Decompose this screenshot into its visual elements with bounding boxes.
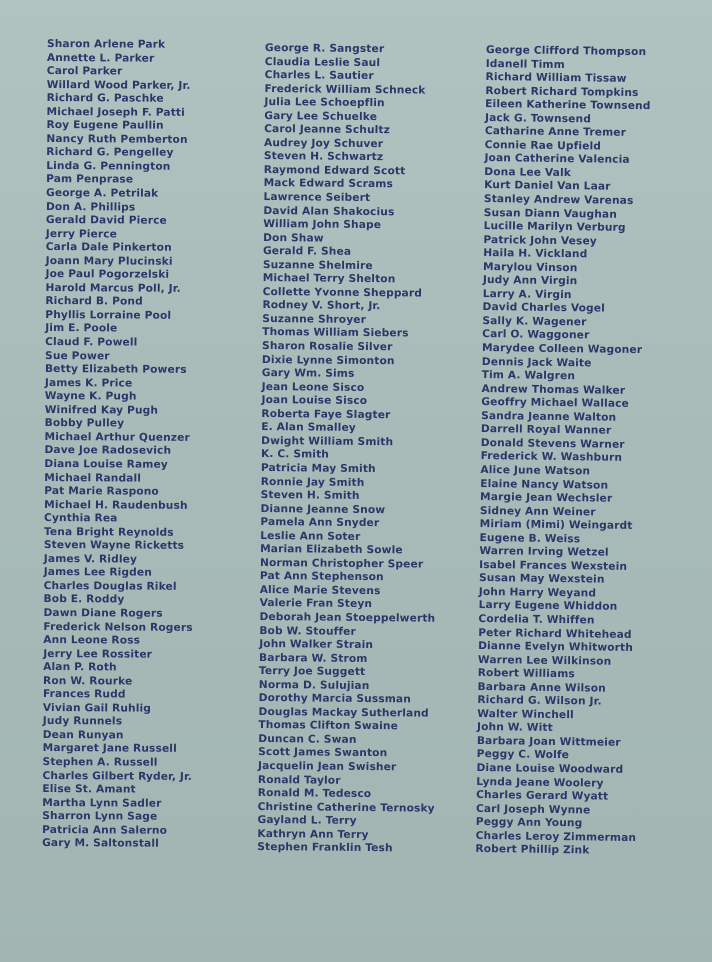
name-entry: Pat Marie Raspono	[44, 485, 159, 498]
name-entry: Thomas William Siebers	[262, 326, 409, 340]
name-entry: K. C. Smith	[260, 448, 330, 462]
name-entry: George R. Sangster	[264, 42, 385, 56]
name-entry: Joan Catherine Valencia	[484, 152, 630, 167]
name-entry: Diana Louise Ramey	[44, 457, 168, 471]
name-entry: Charles L. Sautier	[264, 69, 374, 83]
name-entry: Peggy Ann Young	[475, 816, 583, 830]
name-entry: Bobby Pulley	[44, 417, 125, 430]
name-entry: E. Alan Smalley	[261, 421, 356, 435]
name-entry: Connie Rae Upfield	[484, 138, 602, 153]
name-entry: Julia Lee Schoepflin	[264, 96, 385, 110]
name-entry: Don A. Phillips	[45, 200, 136, 214]
name-entry: Idanell Timm	[485, 57, 565, 71]
name-entry: Ronald Taylor	[257, 773, 341, 787]
name-entry: Barbara Joan Wittmeier	[476, 734, 621, 749]
name-entry: Frances Rudd	[42, 688, 126, 701]
name-entry: Douglas Mackay Sutherland	[258, 705, 429, 720]
name-entry: John Walker Strain	[259, 638, 374, 652]
name-entry: Ron W. Rourke	[43, 674, 133, 688]
name-entry: Terry Joe Suggett	[258, 665, 366, 679]
name-entry: Sandra Jeanne Walton	[481, 409, 617, 424]
name-entry: Susan May Wexstein	[478, 572, 605, 586]
name-entry: Richard William Tissaw	[485, 71, 627, 85]
name-entry: Pat Ann Stephenson	[259, 570, 384, 584]
name-entry: Dona Lee Valk	[484, 165, 572, 180]
name-entry: Judy Runnels	[42, 715, 123, 728]
name-entry: Sue Power	[45, 349, 110, 362]
name-entry: Ann Leone Ross	[43, 634, 141, 647]
name-entry: Leslie Ann Soter	[260, 529, 361, 543]
name-entry: Charles Gilbert Ryder, Jr.	[42, 769, 193, 783]
name-entry: Charles Leroy Zimmerman	[475, 829, 637, 844]
name-entry: Eugene B. Weiss	[479, 531, 581, 545]
name-entry: Michael Joseph F. Patti	[46, 105, 185, 119]
name-entry: Judy Ann Virgin	[482, 274, 578, 288]
name-entry: Don Shaw	[263, 231, 324, 245]
name-entry: Robert Phillip Zink	[475, 843, 590, 857]
name-entry: Roberta Faye Slagter	[261, 407, 391, 421]
name-entry: Barbara W. Strom	[259, 651, 368, 665]
name-entry: Scott James Swanton	[258, 746, 388, 760]
name-entry: Dean Runyan	[42, 728, 124, 742]
name-entry: Patricia May Smith	[260, 461, 376, 476]
name-entry: Patrick John Vesey	[483, 233, 597, 248]
name-entry: Steven Wayne Ricketts	[43, 539, 185, 553]
name-entry: James Lee Rigden	[43, 566, 152, 579]
name-entry: Christine Catherine Ternosky	[257, 800, 435, 815]
name-entry: Gary Wm. Sims	[261, 367, 355, 380]
name-entry: Linda G. Pennington	[46, 159, 171, 173]
name-entry: Stanley Andrew Varenas	[483, 193, 634, 207]
name-entry: Sharron Lynn Sage	[42, 810, 158, 823]
name-entry: Dennis Jack Waite	[481, 355, 592, 369]
name-entry: Barbara Anne Wilson	[477, 680, 606, 695]
name-entry: Catharine Anne Tremer	[484, 125, 627, 140]
name-entry: Cordelia T. Whiffen	[478, 612, 595, 627]
name-entry: Patricia Ann Salerno	[42, 823, 168, 837]
name-entry: Sally K. Wagener	[482, 314, 587, 329]
name-entry: Betty Elizabeth Powers	[44, 363, 187, 376]
name-entry: Mack Edward Scrams	[263, 177, 393, 191]
name-entry: Suzanne Shroyer	[262, 312, 367, 326]
name-entry: Bob W. Stouffer	[259, 624, 356, 638]
name-entry: Michael Randall	[44, 471, 142, 485]
name-entry: Raymond Edward Scott	[263, 163, 406, 178]
name-entry: Richard G. Wilson Jr.	[477, 694, 602, 708]
name-entry: David Charles Vogel	[482, 301, 606, 315]
name-entry: James K. Price	[44, 376, 133, 390]
name-entry: Margaret Jane Russell	[42, 742, 177, 756]
name-entry: Collette Yvonne Sheppard	[262, 285, 423, 300]
name-entry: Tena Bright Reynolds	[43, 525, 174, 539]
name-entry: Roy Eugene Paullin	[46, 119, 164, 132]
name-entry: Michael Terry Shelton	[262, 272, 396, 286]
name-entry: Nancy Ruth Pemberton	[46, 132, 188, 146]
name-entry: Peter Richard Whitehead	[478, 626, 632, 641]
name-entry: Marydee Colleen Wagoner	[481, 342, 643, 357]
name-entry: James V. Ridley	[43, 552, 138, 566]
name-entry: Frederick Nelson Rogers	[43, 620, 193, 634]
name-entry: Marylou Vinson	[483, 260, 578, 274]
name-entry: Marian Elizabeth Sowle	[260, 543, 403, 557]
name-entry: George Clifford Thompson	[485, 44, 647, 59]
name-entry: Susan Diann Vaughan	[483, 206, 618, 221]
name-entry: Frederick William Schneck	[264, 82, 426, 97]
name-entry: Joe Paul Pogorzelski	[45, 268, 170, 282]
name-entry: Richard B. Pond	[45, 295, 143, 308]
name-entry: George A. Petrilak	[46, 187, 159, 200]
name-entry: Warren Lee Wilkinson	[477, 653, 612, 668]
name-entry: Pam Penprase	[46, 173, 134, 186]
name-entry: Warren Irving Wetzel	[479, 545, 609, 559]
name-entry: Norman Christopher Speer	[259, 556, 424, 571]
name-entry: David Alan Shakocius	[263, 204, 395, 218]
name-entry: Lucille Marilyn Verburg	[483, 220, 626, 234]
name-entry: Miriam (Mimi) Weingardt	[479, 518, 633, 533]
name-entry: Walter Winchell	[477, 707, 574, 722]
name-column-2	[257, 42, 442, 856]
name-entry: Andrew Thomas Walker	[481, 382, 626, 397]
name-entry: Gerald F. Shea	[262, 245, 352, 259]
name-entry: Robert Williams	[477, 667, 575, 681]
name-entry: Sidney Ann Weiner	[479, 504, 596, 519]
name-entry: Gayland L. Terry	[257, 814, 357, 828]
name-entry: Elise St. Amant	[42, 783, 136, 796]
name-entry: Kurt Daniel Van Laar	[484, 179, 611, 194]
name-entry: Norma D. Sulujian	[258, 678, 370, 692]
name-entry: Carl O. Waggoner	[482, 328, 590, 342]
name-entry: Carla Dale Pinkerton	[45, 241, 172, 254]
name-entry: Willard Wood Parker, Jr.	[46, 78, 191, 92]
name-entry: Pamela Ann Snyder	[260, 516, 380, 530]
name-entry: Lawrence Seibert	[263, 191, 371, 205]
name-entry: Sharon Arlene Park	[46, 38, 166, 51]
name-entry: Charles Douglas Rikel	[43, 579, 177, 593]
name-entry: Alice June Watson	[480, 463, 591, 478]
name-entry: Claud F. Powell	[45, 336, 138, 349]
name-entry: Jim E. Poole	[45, 322, 118, 335]
name-column-1	[42, 38, 196, 852]
name-entry: Carol Parker	[46, 65, 123, 78]
name-entry: Frederick W. Washburn	[480, 450, 623, 465]
name-entry: Jerry Lee Rossiter	[43, 647, 153, 661]
name-entry: Ronald M. Tedesco	[257, 787, 372, 801]
name-entry: Cynthia Rea	[44, 512, 118, 525]
name-entry: Larry Eugene Whiddon	[478, 599, 618, 614]
name-entry: Dawn Diane Rogers	[43, 606, 163, 620]
name-column-3	[475, 44, 651, 859]
name-entry: Alice Marie Stevens	[259, 583, 381, 598]
name-entry: Gary M. Saltonstall	[42, 837, 159, 850]
name-entry: Dave Joe Radosevich	[44, 444, 172, 458]
name-entry: Donald Stevens Warner	[480, 436, 625, 451]
name-entry: Jean Leone Sisco	[261, 380, 365, 394]
name-entry: Deborah Jean Stoeppelwerth	[259, 610, 436, 625]
name-entry: Michael Arthur Quenzer	[44, 430, 190, 444]
name-entry: Stephen A. Russell	[42, 755, 158, 769]
name-entry: Steven H. Smith	[260, 489, 360, 502]
name-entry: Annette L. Parker	[46, 51, 155, 65]
name-entry: John Harry Weyand	[478, 585, 597, 600]
name-entry: Margie Jean Wechsler	[479, 491, 613, 505]
name-entry: Dianne Evelyn Whitworth	[478, 640, 634, 655]
name-entry: Harold Marcus Poll, Jr.	[45, 281, 181, 295]
name-entry: Charles Gerard Wyatt	[476, 789, 609, 803]
name-entry: Claudia Leslie Saul	[264, 55, 381, 69]
name-entry: Bob E. Roddy	[43, 593, 125, 606]
name-entry: Wayne K. Pugh	[44, 390, 137, 403]
name-entry: Isabel Frances Wexstein	[479, 558, 628, 573]
name-entry: Suzanne Shelmire	[262, 258, 373, 272]
name-entry: Valerie Fran Steyn	[259, 597, 373, 611]
name-entry: Diane Louise Woodward	[476, 761, 624, 776]
name-entry: Martha Lynn Sadler	[42, 796, 162, 810]
name-entry: Joann Mary Plucinski	[45, 254, 173, 268]
name-entry: Gary Lee Schuelke	[264, 109, 378, 123]
name-entry: Elaine Nancy Watson	[480, 477, 609, 492]
name-entry: Dixie Lynne Simonton	[261, 353, 395, 367]
name-entry: Joan Louise Sisco	[261, 394, 368, 408]
name-entry: Richard G. Pengelley	[46, 146, 174, 160]
name-entry: Duncan C. Swan	[258, 732, 357, 746]
name-entry: Peggy C. Wolfe	[476, 748, 570, 762]
name-entry: Darrell Royal Wanner	[480, 423, 612, 437]
name-entry: Phyllis Lorraine Pool	[45, 308, 172, 322]
name-entry: Michael H. Raudenbush	[44, 498, 188, 512]
name-entry: Kathryn Ann Terry	[257, 827, 369, 841]
name-entry: Dorothy Marcia Sussman	[258, 692, 412, 706]
name-entry: Jack G. Townsend	[484, 111, 592, 126]
name-entry: Dianne Jeanne Snow	[260, 502, 386, 516]
name-entry: Gerald David Pierce	[45, 214, 167, 227]
name-entry: Richard G. Paschke	[46, 92, 164, 105]
name-entry: Tim A. Walgren	[481, 369, 576, 383]
name-entry: William John Shape	[263, 218, 382, 232]
name-entry: Jerry Pierce	[45, 227, 118, 241]
name-entry: Sharon Rosalie Silver	[262, 340, 393, 354]
name-entry: Haila H. Vickland	[483, 247, 588, 261]
name-entry: Thomas Clifton Swaine	[258, 719, 399, 733]
name-entry: Alan P. Roth	[43, 661, 117, 674]
name-entry: Vivian Gail Ruhlig	[42, 701, 152, 715]
name-entry: Carl Joseph Wynne	[475, 802, 591, 817]
name-entry: Ronnie Jay Smith	[260, 475, 365, 489]
name-entry: Stephen Franklin Tesh	[257, 841, 393, 855]
name-entry: Winifred Kay Pugh	[44, 403, 159, 417]
name-entry: Jacquelin Jean Swisher	[257, 759, 397, 774]
name-entry: Larry A. Virgin	[482, 287, 572, 301]
name-entry: Carol Jeanne Schultz	[264, 123, 391, 137]
name-entry: Geoffry Michael Wallace	[481, 396, 630, 411]
name-entry: Robert Richard Tompkins	[485, 84, 639, 99]
name-entry: Dwight William Smith	[261, 434, 394, 449]
name-entry: Rodney V. Short, Jr.	[262, 299, 381, 313]
name-entry: John W. Witt	[476, 721, 553, 735]
name-entry: Audrey Joy Schuver	[263, 136, 384, 150]
name-entry: Eileen Katherine Townsend	[485, 98, 651, 113]
name-entry: Lynda Jeane Woolery	[476, 775, 604, 790]
name-entry: Steven H. Schwartz	[263, 150, 384, 164]
